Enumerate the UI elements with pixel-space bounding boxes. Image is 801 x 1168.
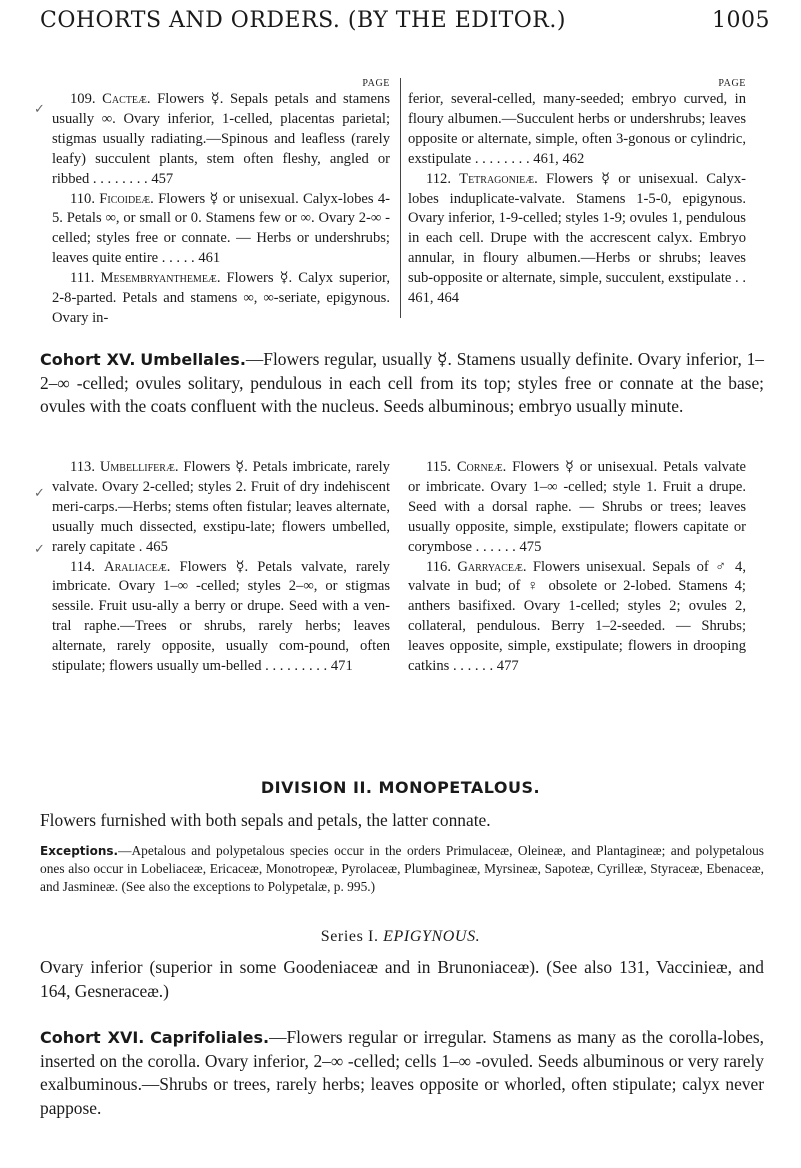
order-entry-116: 116. Garryaceæ. Flowers unisexual. Sepals of ♂ 4, valvate in bud; of ♀ obsolete or 2-lobed. Stamens 4; anthers basifixed. Ovary 1-celled; styles 2; ovules 2, collateral, pendulous. Berry 1–2-seeded. — Shrubs; leaves opposite, simple, exstipulate; flowers in drooping catkins . . . . . . 477 xyxy=(408,558,746,675)
order-description: ferior, several-celled, many-seeded; embryo curved, in floury albumen.—Succulent herbs or undershrubs; leaves opposite or alternate, simple, often 3-gonous or cylindric, exstipulate . . . . . . . . xyxy=(408,91,746,167)
column-header-page: PAGE xyxy=(718,78,746,89)
page-ref: 465 xyxy=(146,538,168,555)
order-entry-115: 115. Corneæ. Flowers ☿ or unisexual. Petals valvate or imbricate. Ovary 1–∞ -celled; style 1. Fruit a drupe. Seed with a dorsal raphe. — Shrubs or trees; leaves usually opposite, simple, exstipulate; flowers capitate or corymbose . . . . . . 475 xyxy=(408,459,746,555)
order-name: Mesembryanthemeæ. xyxy=(100,270,221,287)
series-description: Ovary inferior (superior in some Goodeniaceæ and in Brunoniaceæ). (See also 131, Vaccinieæ, and 164, Gesneraceæ.) xyxy=(40,957,764,1001)
order-name: Araliaceæ. xyxy=(104,558,171,575)
top-columns xyxy=(52,78,747,326)
middle-columns xyxy=(52,458,746,733)
series-name: EPIGYNOUS. xyxy=(383,928,481,945)
page-ref: 457 xyxy=(151,170,174,187)
division-heading: DIVISION II. MONOPETALOUS. xyxy=(260,778,541,797)
order-description: Flowers unisexual. Sepals of ♂ 4, valvate in bud; of ♀ obsolete or 2-lobed. Stamens 4; anthers basifixed. Ovary 1-celled; styles 2; ovules 2, collateral, pendulous. Berry 1–2-seeded. — Shrubs; leaves opposite, simple, exstipulate; flowers in drooping catkins . . . . . . xyxy=(408,558,746,675)
column-header-page: PAGE xyxy=(362,78,390,89)
margin-check-mark: ✓ xyxy=(34,486,45,501)
cohort-name: Umbellales. xyxy=(140,350,246,369)
page-number: 1005 xyxy=(712,8,770,33)
order-description: Flowers ☿ or unisexual. Petals valvate or imbricate. Ovary 1–∞ -celled; style 1. Fruit a drupe. Seed with a dorsal raphe. — Shrubs or trees; leaves usually opposite, simple, exstipulate; flowers capitate or corymbose . . . . . . xyxy=(408,459,746,555)
order-name: Cacteæ. xyxy=(102,91,151,107)
cohort-label: Cohort XVI. xyxy=(40,1028,145,1047)
order-name: Garryaceæ. xyxy=(457,558,527,575)
order-entry-109: 109. Cacteæ. Flowers ☿. Sepals petals and stamens usually ∞. Ovary inferior, 1-celled, placentas parietal; stigmas usually radiating.—Spinous and leafless (rarely leafy) succulent plants, stem often fleshy, angled or ribbed . . . . . . . . 457 xyxy=(52,91,391,187)
margin-check-mark: ✓ xyxy=(34,102,45,117)
order-description: Flowers ☿. Petals imbricate, rarely valvate. Ovary 2-celled; styles 2. Fruit of dry indehiscent meri-carps.—Herbs; stems often fistular; leaves alternate, usually much dissected, exstipu-late; flowers umbelled, rarely capitate . xyxy=(52,459,390,555)
order-entry-111: 111. Mesembryanthemeæ. Flowers ☿. Calyx superior, 2-8-parted. Petals and stamens ∞, ∞-seriate, epigynous. Ovary in- xyxy=(52,270,390,326)
order-name: Umbelliferæ. xyxy=(99,459,179,475)
running-head-title: COHORTS AND ORDERS. (BY THE EDITOR.) xyxy=(40,8,566,33)
page-ref: 461, 462 xyxy=(533,150,585,167)
order-entry-110: 110. Ficoideæ. Flowers ☿ or unisexual. Calyx-lobes 4-5. Petals ∞, or small or 0. Stamens few or ∞. Ovary 2-∞ -celled; styles free or connate. — Herbs or undershrubs; leaves quite entire . . . . . 461 xyxy=(52,190,390,267)
order-entry-113: 113. Umbelliferæ. Flowers ☿. Petals imbricate, rarely valvate. Ovary 2-celled; styles 2. Fruit of dry indehiscent meri-carps.—Herbs; stems often fistular; leaves alternate, usually much dissected, exstipu-late; flowers umbelled, rarely capitate . 465 xyxy=(52,459,390,555)
margin-check-mark: ✓ xyxy=(34,542,45,557)
series-label: Series I. xyxy=(320,928,379,945)
order-name: Tetragonieæ. xyxy=(459,170,538,187)
series-heading xyxy=(0,928,801,946)
order-description: Flowers ☿ or unisexual. Calyx-lobes induplicate-valvate. Stamens 1-5-0, epigynous. Ovary inferior, 1-9-celled; styles 1-9; ovules 1, pendulous in each cell. Drupe with the accrescent calyx. Embryo annular, in floury albumen.—Herbs or shrubs; leaves sub-opposite or alternate, simple, succulent, exstipulate . . xyxy=(408,170,747,287)
running-head xyxy=(40,8,770,42)
cohort-name: Caprifoliales. xyxy=(150,1028,270,1047)
middle-left-column xyxy=(52,458,390,733)
order-entry-112: 112. Tetragonieæ. Flowers ☿ or unisexual. Calyx-lobes induplicate-valvate. Stamens 1-5-0, epigynous. Ovary inferior, 1-9-celled; styles 1-9; ovules 1, pendulous in each cell. Drupe with the accrescent calyx. Embryo annular, in floury albumen.—Herbs or shrubs; leaves sub-opposite or alternate, simple, succulent, exstipulate . . 461, 464 xyxy=(408,170,747,307)
cohort-xvi xyxy=(40,1026,764,1120)
page-ref: 477 xyxy=(496,658,519,675)
order-entry-111-continued xyxy=(408,90,746,170)
order-description: Flowers ☿. Calyx superior, 2-8-parted. Petals and stamens ∞, ∞-seriate, epigynous. Ovary in- xyxy=(52,270,390,326)
order-entry-114: 114. Araliaceæ. Flowers ☿. Petals valvate, rarely imbricate. Ovary 1–∞ -celled; styles 2–∞, or stigmas sessile. Fruit usu-ally a berry or drupe. Seed with a ven-tral raphe.—Trees or shrubs, rarely herbs; leaves alternate, rarely opposite, usually com-pound, often stipulate; flowers usually um-belled . . . . . . . . . 471 xyxy=(52,558,390,675)
page-ref: 475 xyxy=(519,538,542,555)
exceptions-text: —Apetalous and polypetalous species occur in the orders Primulaceæ, Oleineæ, and Plantagineæ; and polypetalous ones also occur in Lobeliaceæ, Ericaceæ, Monotropeæ, Pyrolaceæ, Plumbagineæ, Myrsineæ, Sapoteæ, Cyrilleæ, Styraceæ, Ebenaceæ, and Jasmineæ. (See also the exceptions to Polypetalæ, p. 995.) xyxy=(40,843,764,895)
order-name: Ficoideæ. xyxy=(99,190,154,207)
cohort-description: —Flowers regular or irregular. Stamens as many as the corolla-lobes, inserted on the corolla. Ovary inferior, 2–∞ -celled; cells 1–∞ -ovuled. Seeds albuminous or very rarely exalbuminous.—Shrubs or trees, rarely herbs; leaves opposite or whorled, often stipulate; calyx never pappose. xyxy=(40,1027,764,1118)
order-description: Flowers ☿. Petals valvate, rarely imbricate. Ovary 1–∞ -celled; styles 2–∞, or stigmas sessile. Fruit usu-ally a berry or drupe. Seed with a ven-tral raphe.—Trees or shrubs, rarely herbs; leaves alternate, rarely opposite, usually com-pound, often stipulate; flowers usually um-belled . . . . . . . . . xyxy=(52,558,390,675)
cohort-label: Cohort XV. xyxy=(40,350,136,369)
exceptions-label: Exceptions. xyxy=(40,844,119,858)
middle-right-column xyxy=(408,458,746,733)
order-description: Flowers ☿. Sepals petals and stamens usually ∞. Ovary inferior, 1-celled, placentas parietal; stigmas usually radiating.—Spinous and leafless (rarely leafy) succulent plants, stem often fleshy, angled or ribbed . . . . . . . . xyxy=(52,91,391,187)
top-left-column xyxy=(52,78,401,326)
order-description: Flowers ☿ or unisexual. Calyx-lobes 4-5. Petals ∞, or small or 0. Stamens few or ∞. Ovary 2-∞ -celled; styles free or connate. — Herbs or undershrubs; leaves quite entire . . . . . xyxy=(52,190,390,267)
page-ref: 461 xyxy=(198,250,221,267)
division-description: Flowers furnished with both sepals and petals, the latter connate. xyxy=(40,810,491,830)
page-ref: 461, 464 xyxy=(408,290,460,307)
exceptions-note xyxy=(40,842,764,897)
cohort-xv xyxy=(40,348,764,419)
page-ref: 471 xyxy=(330,658,353,675)
top-right-column xyxy=(408,78,746,318)
order-name: Corneæ. xyxy=(456,459,507,475)
cohort-description: —Flowers regular, usually ☿. Stamens usually definite. Ovary inferior, 1–2–∞ -celled; ovules solitary, pendulous in each cell from its top; styles free or connate at the base; ovules with the coats confluent with the nucleus. Seeds albuminous; embryo usually minute. xyxy=(40,349,764,417)
